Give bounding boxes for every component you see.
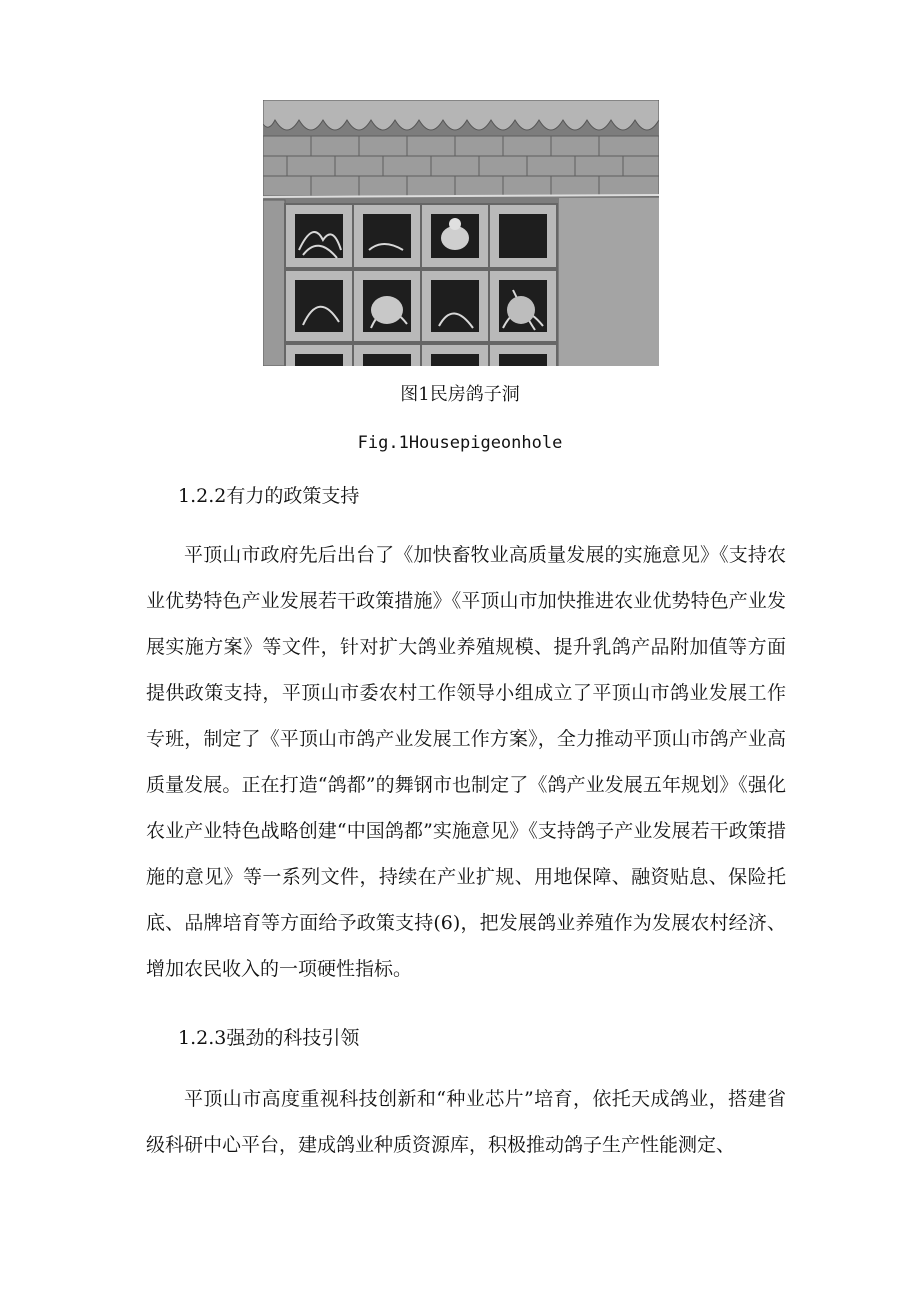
figure-caption-english: Fig.1Housepigeonhole (357, 433, 563, 453)
section-heading-tech-leadership: 1.2.3强劲的科技引领 (178, 1027, 360, 1049)
figure-caption-chinese: 图1民房鸽子洞 (400, 384, 520, 405)
paragraph-policy-support: 平顶山市政府先后出台了《加快畜牧业高质量发展的实施意见》《支持农业优势特色产业发展若干政策措施》《平顶山市加快推进农业优势特色产业发展实施方案》等文件，针对扩大鸽业养殖规模、提升乳鸽产品附加值等方面提供政策支持，平顶山市委农村工作领导小组成立了平顶山市鸽业发展工作专班，制定了《平顶山市鸽产业发展工作方案》，全力推动平顶山市鸽产业高质量发展。正在打造“鸽都”的舞钢市也制定了《鸽产业发展五年规划》《强化农业产业特色战略创建“中国鸽都”实施意见》《支持鸽子产业发展若干政策措施的意见》等一系列文件，持续在产业扩规、用地保障、融资贴息、保险托底、品牌培育等方面给予政策支持(6)，把发展鸽业养殖作为发展农村经济、增加农民收入的一项硬性指标。 (146, 544, 786, 980)
paragraph-tech-leadership: 平顶山市高度重视科技创新和“种业芯片”培育，依托天成鸽业，搭建省级科研中心平台，建成鸽业种质资源库，积极推动鸽子生产性能测定、 (146, 1088, 786, 1156)
figure-pigeonhole-photo (263, 100, 659, 366)
section-heading-policy-support: 1.2.2有力的政策支持 (178, 485, 360, 507)
